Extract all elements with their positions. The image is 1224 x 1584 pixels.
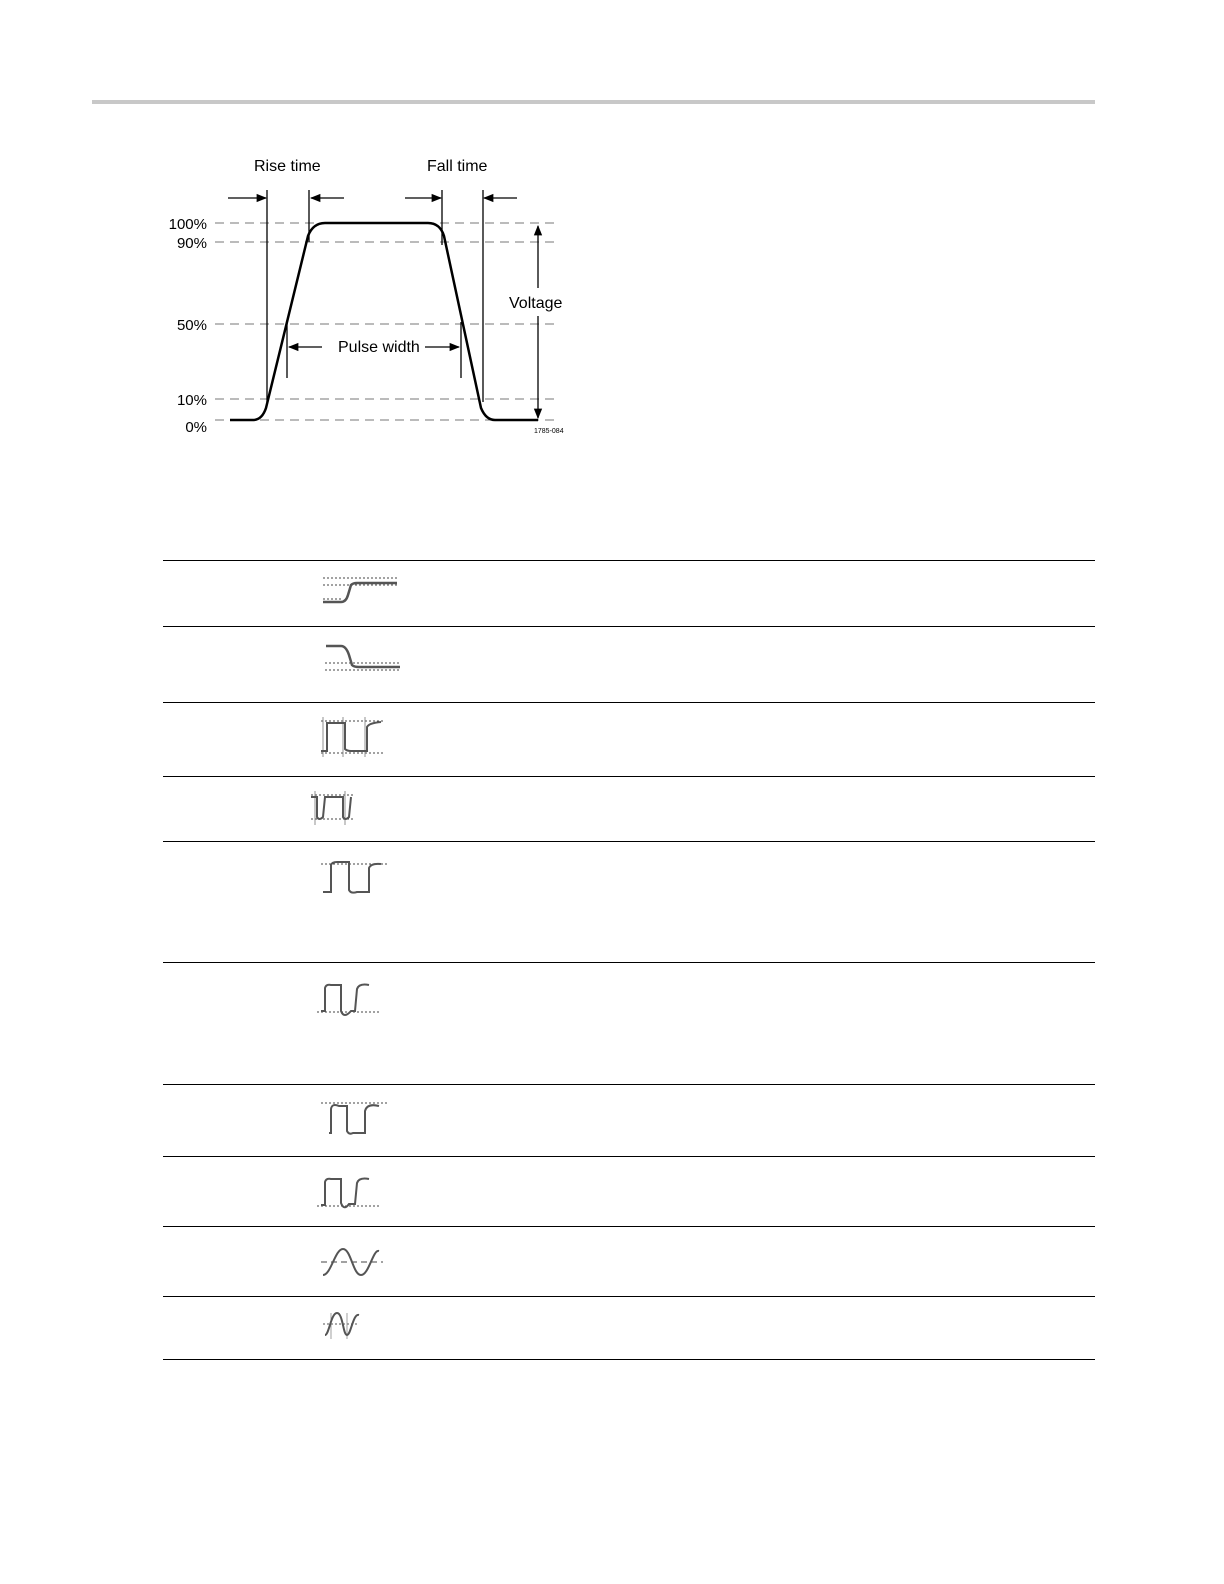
table-row [163, 1296, 1095, 1360]
fall-time-icon [313, 637, 403, 677]
table-row [163, 702, 1095, 776]
level-label-10: 10% [176, 392, 207, 409]
fall-time-label: Fall time [427, 158, 488, 175]
rise-time-label: Rise time [254, 158, 321, 175]
table-row [163, 1226, 1095, 1296]
table-row [163, 962, 1095, 1084]
positive-overshoot-icon [313, 1095, 403, 1140]
negative-duty-cycle-icon [305, 787, 395, 832]
positive-duty-cycle-icon [313, 713, 403, 758]
frequency-icon [313, 1307, 403, 1352]
pulse-diagram [160, 150, 590, 450]
level-label-90: 90% [176, 235, 207, 252]
level-label-50: 50% [176, 317, 207, 334]
table-row [163, 841, 1095, 962]
voltage-label: Voltage [509, 295, 563, 312]
period-icon [313, 1237, 403, 1282]
table-row [163, 776, 1095, 841]
table-row [163, 626, 1095, 702]
rise-time-icon [313, 571, 403, 611]
table-row [163, 1156, 1095, 1226]
pulse-width-label: Pulse width [338, 339, 420, 356]
negative-overshoot-icon [313, 1167, 403, 1212]
level-label-0: 0% [185, 419, 207, 436]
measurement-table [163, 560, 1095, 1360]
header-rule [92, 100, 1095, 104]
positive-pulse-width-icon [313, 852, 403, 897]
table-row [163, 560, 1095, 626]
pulse-waveform [230, 223, 538, 420]
table-row [163, 1084, 1095, 1156]
negative-pulse-width-icon [313, 973, 403, 1018]
level-label-100: 100% [168, 216, 207, 233]
figure-id-label: 1785-084 [534, 428, 564, 435]
